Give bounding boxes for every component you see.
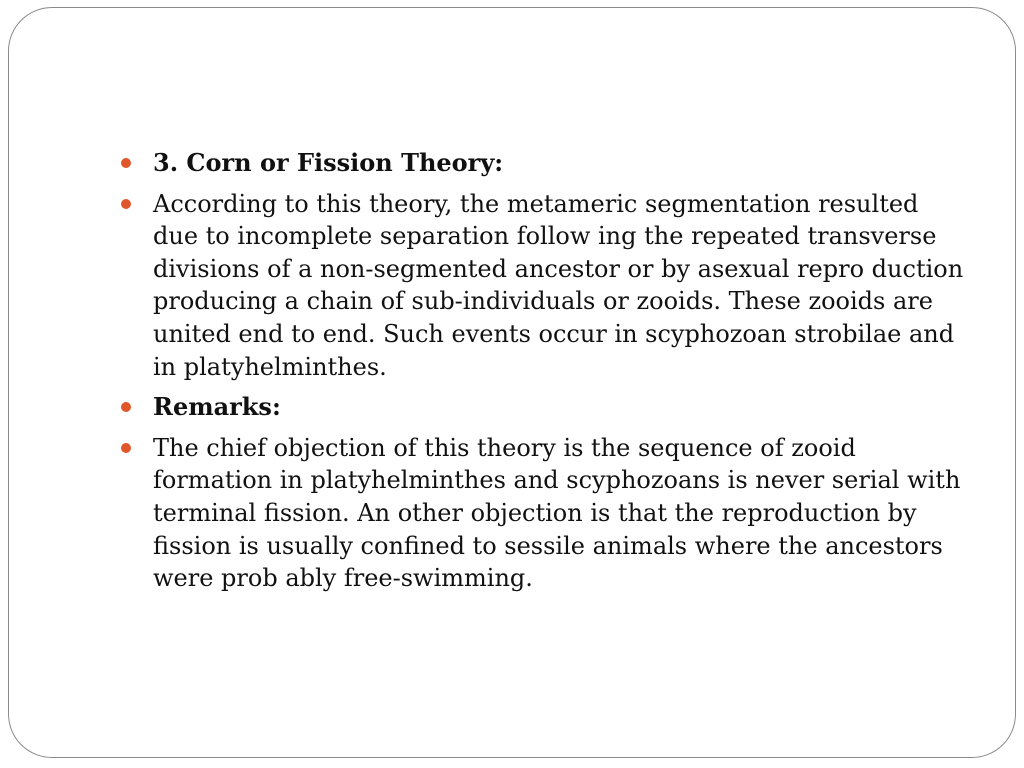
bullet-theory-description	[121, 188, 981, 384]
text-line: divisions of a non-segmented ancestor or by asexual repro duction	[153, 254, 964, 283]
bullet-dot-icon	[121, 402, 131, 412]
bullet-text	[153, 147, 981, 180]
text-line: united end to end. Such events occur in scyphozoan strobilae and	[153, 319, 955, 348]
text-line: were prob ably free-swimming.	[153, 564, 533, 593]
bullet-dot-icon	[121, 199, 131, 209]
bullet-remarks-description	[121, 432, 981, 595]
bullet-text	[153, 432, 981, 595]
text-line: Remarks:	[153, 392, 281, 422]
text-line: 3. Corn or Fission Theory:	[153, 148, 504, 177]
bullet-dot-icon	[121, 158, 131, 168]
bullet-heading-remarks	[121, 391, 981, 424]
slide-content	[121, 147, 981, 603]
bullet-text	[153, 188, 981, 384]
text-line: formation in platyhelminthes and scyphozoans is never serial with	[153, 466, 961, 495]
text-line: According to this theory, the metameric segmentation resulted	[153, 189, 919, 218]
slide-frame	[8, 7, 1016, 758]
bullet-text	[153, 391, 981, 424]
text-line: The chief objection of this theory is the sequence of zooid	[153, 433, 856, 462]
text-line: terminal fission. An other objection is that the reproduction by	[153, 498, 917, 527]
text-line: producing a chain of sub-individuals or zooids. These zooids are	[153, 287, 933, 316]
text-line: in platyhelminthes.	[153, 352, 387, 381]
text-line: fission is usually confined to sessile animals where the ancestors	[153, 531, 943, 560]
bullet-heading-theory	[121, 147, 981, 180]
bullet-dot-icon	[121, 443, 131, 453]
text-line: due to incomplete separation follow ing the repeated transverse	[153, 222, 937, 251]
